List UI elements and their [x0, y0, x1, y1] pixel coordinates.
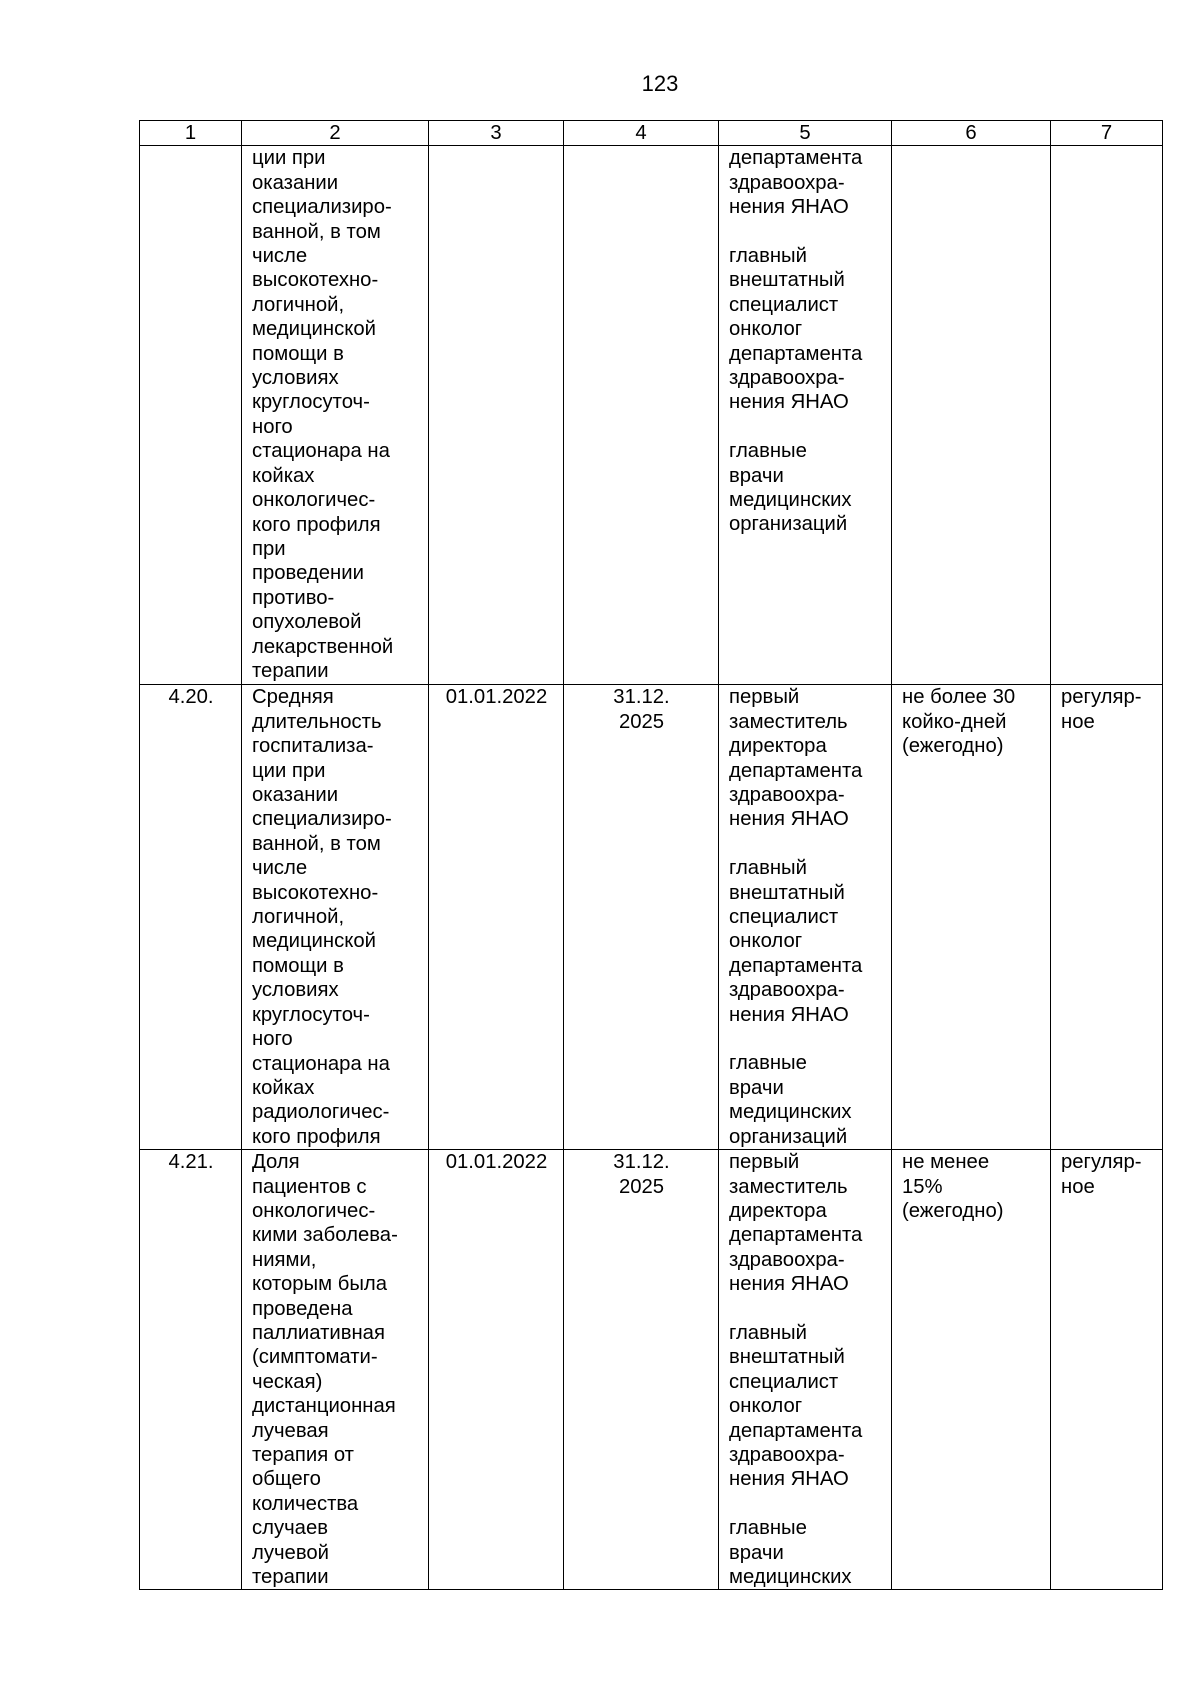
text-line: ванной, в том	[252, 220, 381, 243]
text-line: заместитель	[729, 1175, 848, 1198]
column-header: 1	[140, 121, 242, 146]
text-line: случаев	[252, 1517, 329, 1540]
text-line: нения ЯНАО	[729, 1003, 849, 1026]
text-line: нения ЯНАО	[729, 808, 849, 831]
text-line: пациентов с	[252, 1175, 367, 1198]
text-line: медицинских	[729, 1566, 852, 1588]
text-line: числе	[252, 857, 308, 880]
cell-target-value	[892, 685, 1051, 1150]
text-line: (симптомати-	[252, 1346, 378, 1369]
text-line: специализиро-	[252, 196, 392, 219]
text-line: стационара на	[252, 440, 390, 463]
text-line: медицинских	[729, 1101, 852, 1124]
text-line: 31.12.	[613, 686, 670, 709]
text-line: круглосуточ-	[252, 391, 370, 414]
text-line: медицинской	[252, 318, 376, 341]
text-line: радиологичес-	[252, 1101, 390, 1124]
cell-end-date	[564, 146, 719, 685]
text-line: директора	[729, 1199, 827, 1222]
text-line: главные	[729, 1052, 807, 1075]
text-line: организаций	[729, 513, 848, 536]
text-line: врачи	[729, 1076, 784, 1099]
text-line: онкологичес-	[252, 1199, 376, 1222]
text-line: специалист	[729, 1370, 839, 1393]
text-line: терапии	[252, 659, 329, 682]
text-line: здравоохра-	[729, 171, 845, 194]
text-line: медицинской	[252, 930, 376, 953]
text-line: оказании	[252, 171, 339, 194]
text-line: 2025	[618, 710, 665, 733]
text-line: не более 30	[902, 686, 1016, 709]
cell-target-value	[892, 146, 1051, 685]
text-line: ческая)	[252, 1370, 323, 1393]
indicators-table	[139, 120, 1163, 1590]
text-line: лучевой	[252, 1541, 329, 1564]
text-line: здравоохра-	[729, 1443, 845, 1466]
text-line: онколог	[729, 1395, 803, 1418]
text-line: заместитель	[729, 710, 848, 733]
text-line: госпитализа-	[252, 735, 374, 758]
text-line: Доля	[252, 1151, 300, 1174]
text-line: проведена	[252, 1297, 353, 1320]
text-line: числе	[252, 245, 308, 268]
text-line: терапии	[252, 1566, 329, 1589]
text-line: здравоохра-	[729, 784, 845, 807]
text-line: логичной,	[252, 906, 345, 929]
text-line: директора	[729, 735, 827, 758]
text-line: логичной,	[252, 293, 345, 316]
text-line: ного	[252, 1028, 293, 1051]
text-line: 15%	[902, 1175, 943, 1198]
column-header: 2	[242, 121, 429, 146]
text-line: здравоохра-	[729, 979, 845, 1002]
text-line: опухолевой	[252, 611, 362, 634]
header-row	[140, 121, 1163, 146]
text-line: при	[252, 537, 286, 560]
text-line: нения ЯНАО	[729, 1273, 849, 1296]
text-line: терапия от	[252, 1444, 354, 1466]
cell-responsible	[719, 685, 892, 1150]
cell-number	[140, 146, 242, 685]
cell-number: 4.20.	[140, 685, 242, 1150]
text-line: регуляр-	[1061, 686, 1142, 709]
paragraph-gap	[729, 832, 882, 856]
table-row	[140, 1150, 1163, 1590]
cell-target-value	[892, 1150, 1051, 1590]
text-line: главные	[729, 1517, 807, 1540]
cell-start-date: 01.01.2022	[429, 685, 564, 1150]
text-line: условиях	[252, 979, 339, 1002]
text-line: внештатный	[729, 269, 845, 292]
cell-end-date	[564, 685, 719, 1150]
table-header	[140, 121, 1163, 146]
text-line: специализиро-	[252, 808, 392, 831]
text-line: департамента	[729, 759, 863, 782]
text-line: ции при	[252, 759, 326, 782]
paragraph-gap	[729, 415, 882, 439]
text-line: первый	[729, 1151, 800, 1174]
text-line: внештатный	[729, 881, 845, 904]
text-line: койко-дней	[902, 710, 1007, 733]
text-line: организаций	[729, 1125, 848, 1148]
paragraph-gap	[729, 1027, 882, 1051]
text-line: департамента	[729, 1419, 863, 1442]
text-line: врачи	[729, 464, 784, 487]
text-line: нения ЯНАО	[729, 196, 849, 219]
column-header: 6	[892, 121, 1051, 146]
text-line: Средняя	[252, 686, 334, 709]
text-line: паллиативная	[252, 1321, 385, 1344]
text-line: здравоохра-	[729, 1248, 845, 1271]
column-header: 5	[719, 121, 892, 146]
text-line: онколог	[729, 930, 803, 953]
text-line: главный	[729, 1321, 807, 1344]
text-line: кого профиля	[252, 1125, 381, 1148]
table-row	[140, 146, 1163, 685]
text-line: главные	[729, 440, 807, 463]
text-line: лекарственной	[252, 635, 394, 658]
text-line: регуляр-	[1061, 1151, 1142, 1174]
text-line: которым была	[252, 1273, 388, 1296]
text-line: оказании	[252, 784, 339, 807]
text-line: проведении	[252, 562, 364, 585]
text-line: высокотехно-	[252, 269, 379, 292]
text-line: ное	[1061, 710, 1095, 733]
text-line: онкологичес-	[252, 489, 376, 512]
text-line: длительность	[252, 710, 382, 733]
paragraph-gap	[729, 220, 882, 244]
text-line: департамента	[729, 1224, 863, 1247]
table-row	[140, 685, 1163, 1150]
text-line: лучевая	[252, 1419, 329, 1442]
text-line: департамента	[729, 954, 863, 977]
paragraph-gap	[729, 1492, 882, 1516]
page-number: 123	[641, 71, 679, 96]
text-line: ное	[1061, 1175, 1095, 1198]
text-line: департамента	[729, 342, 863, 365]
text-line: не менее	[902, 1151, 990, 1174]
text-line: (ежегодно)	[902, 1199, 1004, 1222]
text-line: главный	[729, 245, 807, 268]
cell-responsible	[719, 146, 892, 685]
text-line: условиях	[252, 367, 339, 390]
cell-start-date: 01.01.2022	[429, 1150, 564, 1590]
text-line: (ежегодно)	[902, 735, 1004, 758]
text-line: 2025	[618, 1175, 665, 1198]
text-line: общего	[252, 1468, 321, 1491]
text-line: здравоохра-	[729, 367, 845, 390]
text-line: койках	[252, 1076, 315, 1099]
text-line: специалист	[729, 293, 839, 316]
text-line: койках	[252, 464, 315, 487]
cell-number: 4.21.	[140, 1150, 242, 1590]
text-line: медицинских	[729, 489, 852, 512]
text-line: ниями,	[252, 1248, 317, 1271]
text-line: количества	[252, 1492, 359, 1515]
cell-indicator-name	[242, 1150, 429, 1590]
column-header: 3	[429, 121, 564, 146]
cell-end-date	[564, 1150, 719, 1590]
cell-indicator-name	[242, 685, 429, 1150]
column-header: 4	[564, 121, 719, 146]
column-header: 7	[1051, 121, 1163, 146]
cell-indicator-type	[1051, 685, 1163, 1150]
text-line: онколог	[729, 318, 803, 341]
text-line: помощи в	[252, 342, 344, 365]
text-line: кими заболева-	[252, 1224, 398, 1247]
cell-responsible	[719, 1150, 892, 1590]
text-line: специалист	[729, 906, 839, 929]
text-line: противо-	[252, 586, 335, 609]
text-line: 31.12.	[613, 1151, 670, 1174]
text-line: помощи в	[252, 954, 344, 977]
text-line: дистанционная	[252, 1395, 396, 1418]
text-line: кого профиля	[252, 513, 381, 536]
cell-indicator-type	[1051, 146, 1163, 685]
text-line: стационара на	[252, 1052, 390, 1075]
text-line: главный	[729, 857, 807, 880]
cell-indicator-name	[242, 146, 429, 685]
text-line: внештатный	[729, 1346, 845, 1369]
text-line: нения ЯНАО	[729, 1468, 849, 1491]
text-line: департамента	[729, 147, 863, 170]
text-line: ванной, в том	[252, 832, 381, 855]
text-line: высокотехно-	[252, 881, 379, 904]
text-line: нения ЯНАО	[729, 391, 849, 414]
text-line: круглосуточ-	[252, 1003, 370, 1026]
cell-start-date	[429, 146, 564, 685]
text-line: врачи	[729, 1541, 784, 1564]
text-line: ного	[252, 415, 293, 438]
text-line: ции при	[252, 147, 326, 170]
paragraph-gap	[729, 1297, 882, 1321]
cell-indicator-type	[1051, 1150, 1163, 1590]
text-line: первый	[729, 686, 800, 709]
